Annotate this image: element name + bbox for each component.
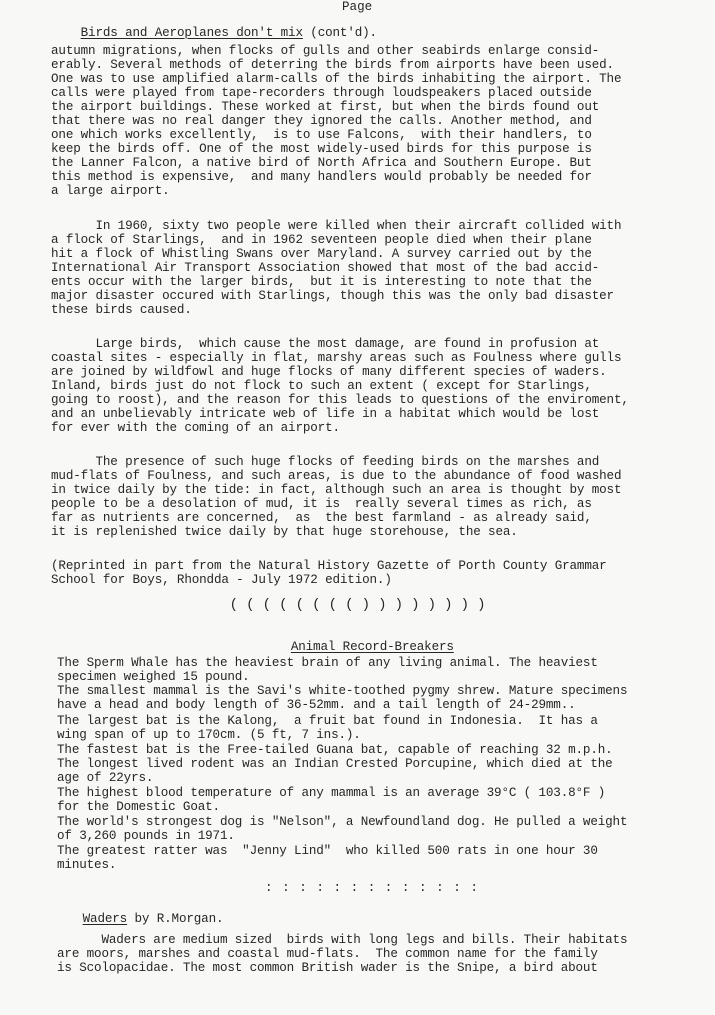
text-line: In 1960, sixty two people were killed when their aircraft collided with bbox=[51, 219, 622, 233]
text-line: one which works excellently, is to use Falcons, with their handlers, to bbox=[51, 128, 592, 142]
text-line: specimen weighed 15 pound. bbox=[57, 670, 250, 684]
text-line: calls were played from tape-recorders through loudspeakers placed outside bbox=[51, 86, 592, 100]
text-line: The longest lived rodent was an Indian Crested Porcupine, which died at the bbox=[57, 757, 613, 771]
text-line: ents occur with the larger birds, but it is interesting to note that the bbox=[51, 275, 592, 289]
text-line: hit a flock of Whistling Swans over Maryland. A survey carried out by the bbox=[51, 247, 592, 261]
text-line: of 3,260 pounds in 1971. bbox=[57, 829, 235, 843]
text-line: and an unbelievably intricate web of life in a habitat which would be lost bbox=[51, 407, 600, 421]
text-line: far as nutrients are concerned, as the best farmland - as already said, bbox=[51, 511, 592, 525]
page-label: Page bbox=[342, 0, 373, 14]
article-title: Birds and Aeroplanes don't mix bbox=[80, 26, 303, 40]
text-line: this method is expensive, and many handlers would probably be needed for bbox=[51, 170, 592, 184]
text-line: have a head and body length of 36-52mm. and a tail length of 24-29mm.. bbox=[57, 698, 576, 712]
text-line: keep the birds off. One of the most widely-used birds for this purpose is bbox=[51, 142, 592, 156]
text-line: age of 22yrs. bbox=[57, 771, 154, 785]
text-line: that there was no real danger they ignored the calls. Another method, and bbox=[51, 114, 592, 128]
text-line: The largest bat is the Kalong, a fruit bat found in Indonesia. It has a bbox=[57, 714, 598, 728]
separator-colons: : : : : : : : : : : : : : bbox=[265, 881, 479, 895]
text-line: autumn migrations, when flocks of gulls and other seabirds enlarge consid- bbox=[51, 44, 600, 58]
text-line: major disaster occured with Starlings, though this was the only bad disaster bbox=[51, 289, 614, 303]
text-line: coastal sites - especially in flat, marshy areas such as Foulness where gulls bbox=[51, 351, 622, 365]
waders-title: Waders bbox=[82, 912, 128, 926]
text-line: The fastest bat is the Free-tailed Guana bat, capable of reaching 32 m.p.h. bbox=[57, 743, 613, 757]
text-line: The greatest ratter was "Jenny Lind" who killed 500 rats in one hour 30 bbox=[57, 844, 598, 858]
text-line: these birds caused. bbox=[51, 303, 192, 317]
text-line: Waders are medium sized birds with long legs and bills. Their habitats bbox=[57, 933, 628, 947]
text-line: The smallest mammal is the Savi's white-toothed pygmy shrew. Mature specimens bbox=[57, 684, 628, 698]
text-line: The world's strongest dog is "Nelson", a Newfoundland dog. He pulled a weight bbox=[57, 815, 628, 829]
record-breakers-title: Animal Record-Breakers bbox=[290, 640, 454, 654]
text-line: the airport buildings. These worked at first, but when the birds found out bbox=[51, 100, 600, 114]
text-line: the Lanner Falcon, a native bird of North Africa and Southern Europe. But bbox=[51, 156, 592, 170]
text-line: a flock of Starlings, and in 1962 seventeen people died when their plane bbox=[51, 233, 592, 247]
text-line: Inland, birds just do not flock to such an extent ( except for Starlings, bbox=[51, 379, 592, 393]
article-title-suffix: (cont'd). bbox=[302, 26, 377, 40]
text-line: for the Domestic Goat. bbox=[57, 800, 220, 814]
text-line: The highest blood temperature of any mammal is an average 39°C ( 103.8°F ) bbox=[57, 786, 606, 800]
text-line: Large birds, which cause the most damage, are found in profusion at bbox=[51, 337, 600, 351]
text-line: The Sperm Whale has the heaviest brain of any living animal. The heaviest bbox=[57, 656, 598, 670]
text-line: erably. Several methods of deterring the birds from airports have been used. bbox=[51, 58, 614, 72]
text-line: mud-flats of Foulness, and such areas, is due to the abundance of food washed bbox=[51, 469, 622, 483]
text-line: School for Boys, Rhondda - July 1972 edition.) bbox=[51, 573, 392, 587]
text-line: are joined by wildfowl and huge flocks of many different species of waders. bbox=[51, 365, 607, 379]
text-line: for ever with the coming of an airport. bbox=[51, 421, 340, 435]
text-line: it is replenished twice daily by that huge storehouse, the sea. bbox=[51, 525, 518, 539]
text-line: (Reprinted in part from the Natural History Gazette of Porth County Grammar bbox=[51, 559, 607, 573]
separator-parentheses: ( ( ( ( ( ( ( ( ) ) ) ) ) ) ) ) bbox=[229, 597, 486, 613]
waders-byline: by R.Morgan. bbox=[127, 912, 224, 926]
text-line: International Air Transport Association showed that most of the bad accid- bbox=[51, 261, 600, 275]
text-line: wing span of up to 170cm. (5 ft, 7 ins.). bbox=[57, 728, 361, 742]
text-line: going to roost), and the reason for this leads to questions of the enviroment, bbox=[51, 393, 629, 407]
text-line: in twice daily by the tide: in fact, although such an area is thought by most bbox=[51, 483, 622, 497]
text-line: The presence of such huge flocks of feeding birds on the marshes and bbox=[51, 455, 600, 469]
text-line: are moors, marshes and coastal mud-flats. The common name for the family bbox=[57, 947, 598, 961]
text-line: One was to use amplified alarm-calls of the birds inhabiting the airport. The bbox=[51, 72, 622, 86]
text-line: minutes. bbox=[57, 858, 117, 872]
text-line: is Scolopacidae. The most common British wader is the Snipe, a bird about bbox=[57, 961, 598, 975]
text-line: a large airport. bbox=[51, 184, 170, 198]
text-line: people to be a desolation of mud, it is really several times as rich, as bbox=[51, 497, 592, 511]
